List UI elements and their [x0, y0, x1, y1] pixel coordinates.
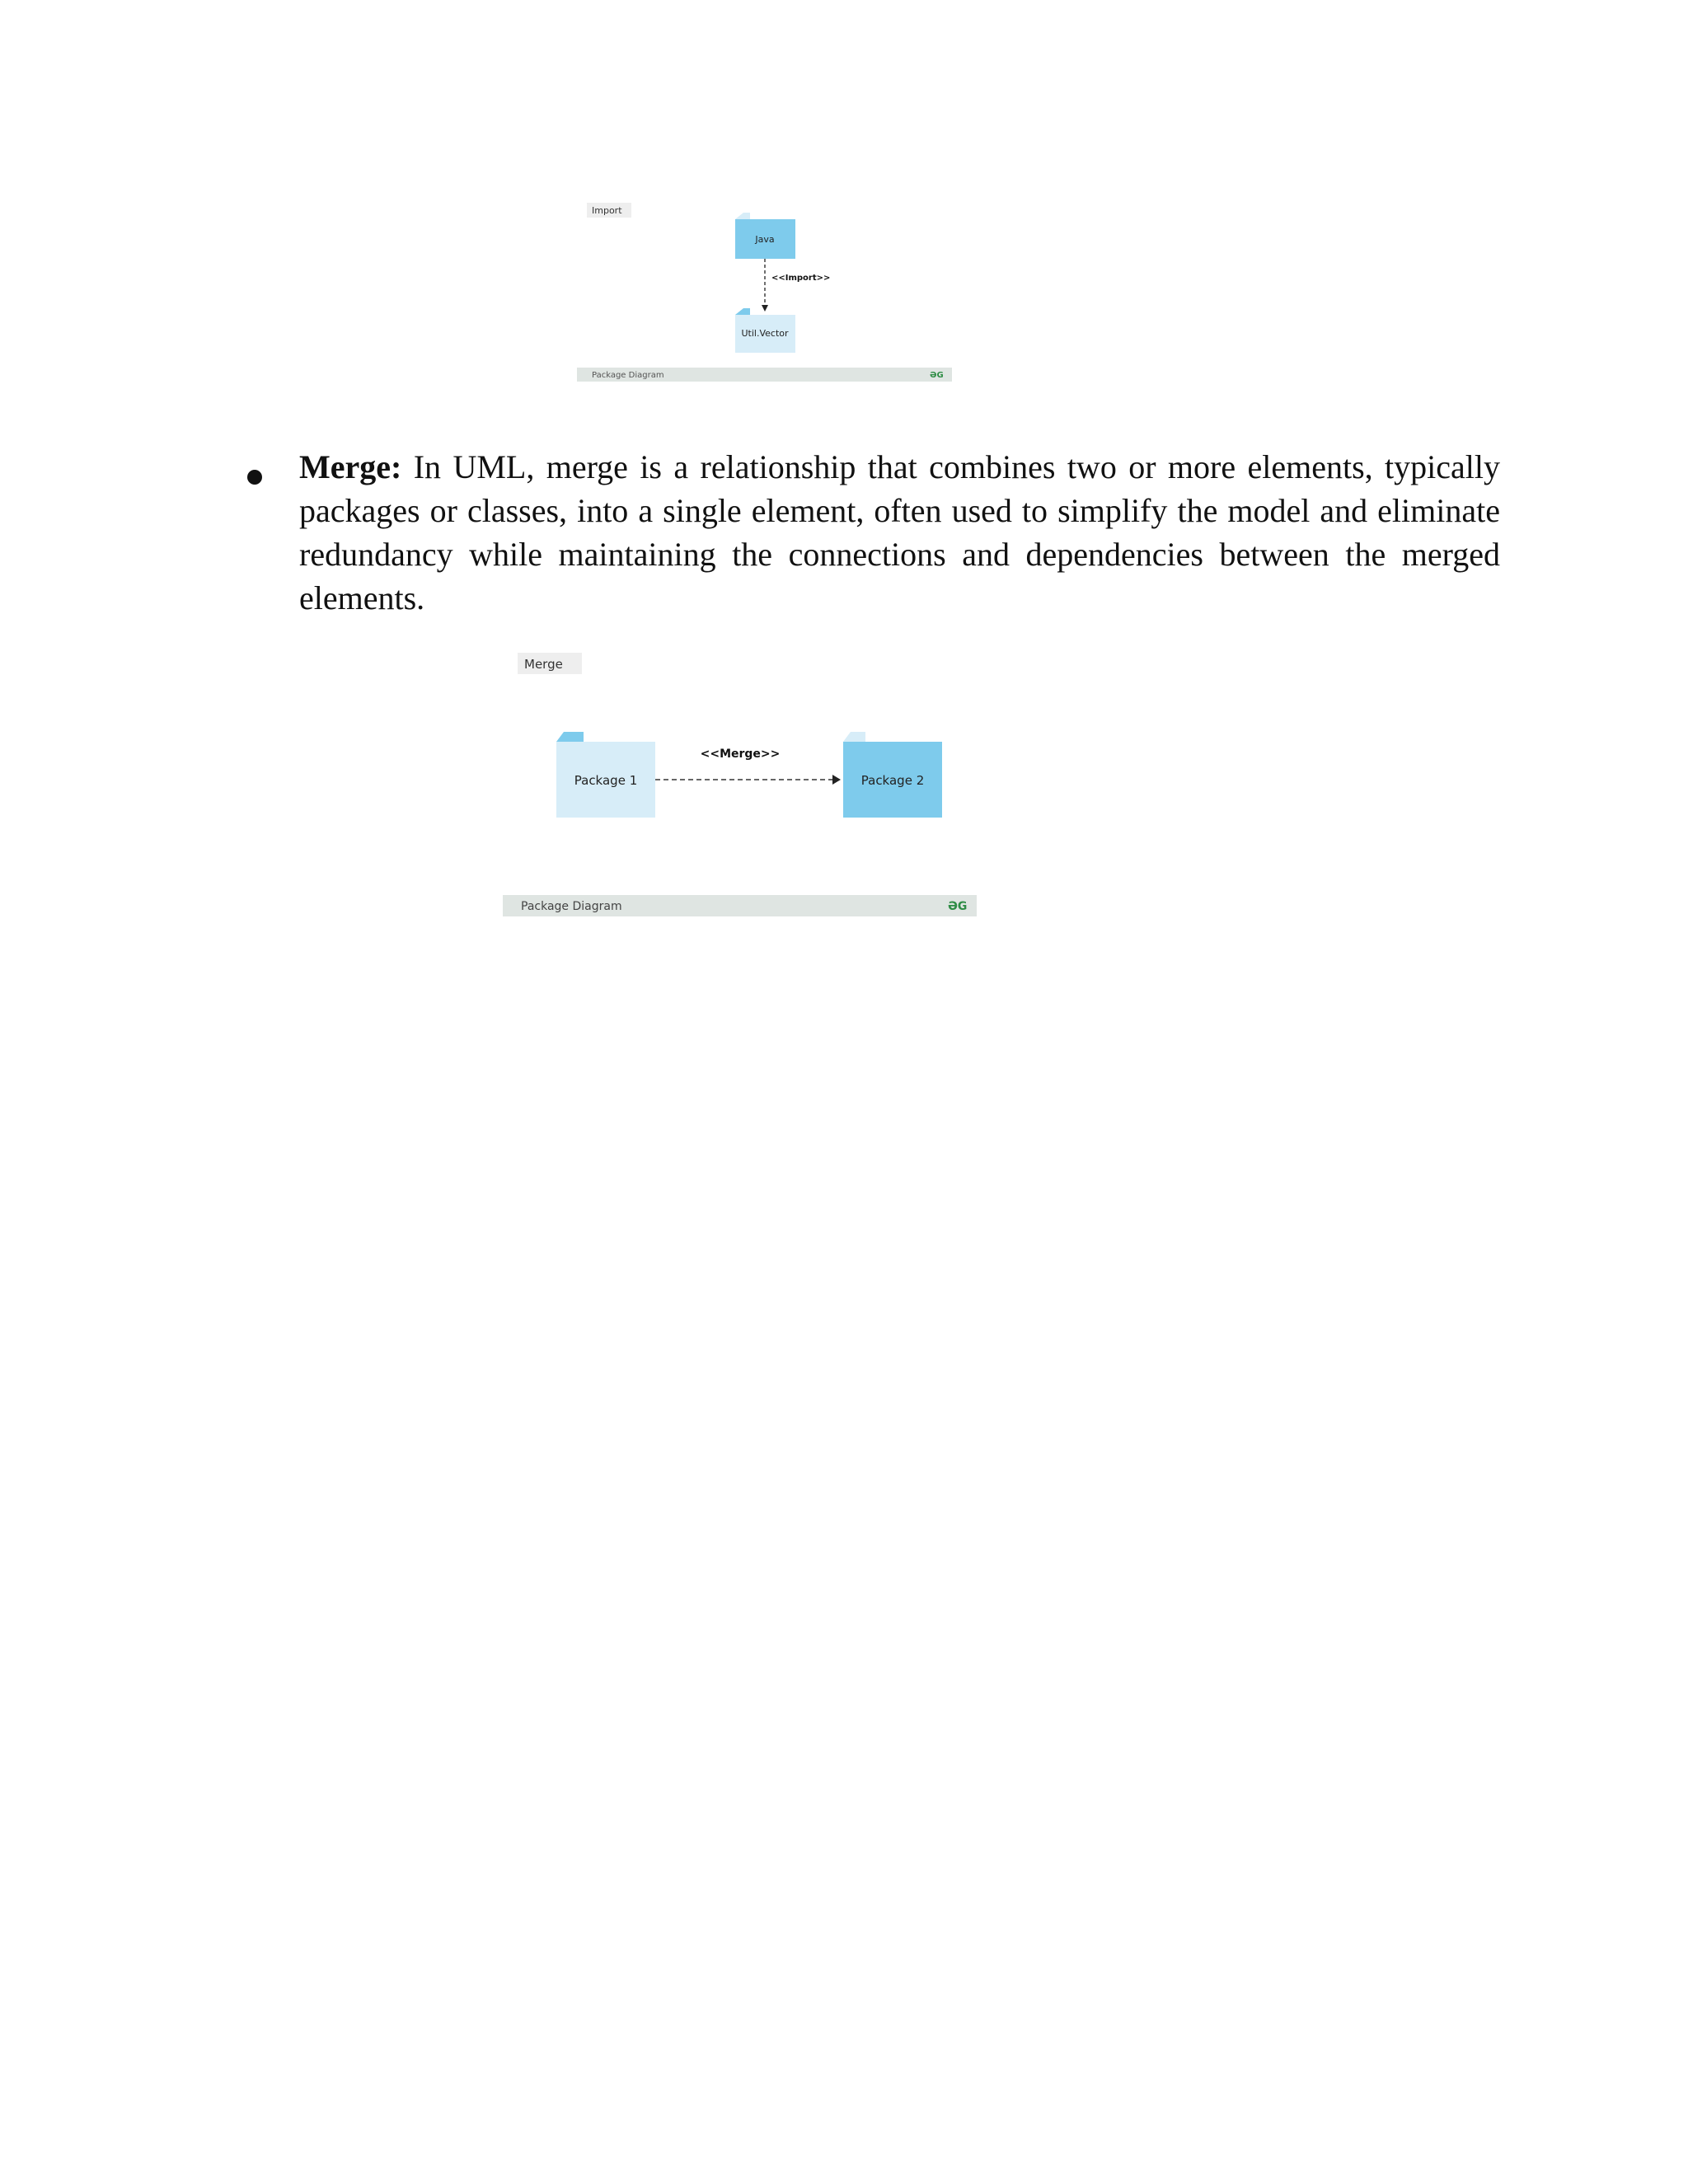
merge-logo-icon: ƏG — [948, 900, 968, 913]
import-diagram-figure — [577, 198, 956, 387]
util-vector-package-tab — [735, 308, 750, 315]
bullet-icon — [247, 470, 262, 485]
util-vector-package-label: Util.Vector — [741, 328, 789, 339]
merge-arrowhead — [832, 775, 841, 785]
java-package-tab — [735, 213, 750, 219]
package-1-label: Package 1 — [574, 773, 638, 788]
package-2-tab — [843, 732, 865, 742]
merge-description — [299, 445, 1500, 620]
import-footer-label: Package Diagram — [592, 371, 664, 380]
package-1-tab — [556, 732, 584, 742]
merge-relation-label: <<Merge>> — [700, 748, 781, 761]
merge-definition-text: In UML, merge is a relationship that combines two or more elements, typically packages or classes, into a single element, often used to simplify the model and eliminate redundancy while maintaining the connections and dependencies between the merged elements. — [299, 448, 1500, 616]
java-package-label: Java — [755, 234, 775, 245]
merge-term: Merge: — [299, 448, 402, 485]
import-arrowhead — [762, 305, 768, 312]
merge-diagram-figure — [503, 643, 989, 931]
package-2-label: Package 2 — [860, 773, 925, 788]
merge-footer-label: Package Diagram — [521, 900, 622, 913]
import-diagram — [577, 198, 956, 387]
import-logo-icon: ƏG — [930, 371, 944, 380]
import-caption: Import — [592, 205, 622, 216]
import-relation-label: <<Import>> — [771, 274, 831, 283]
merge-caption: Merge — [524, 657, 563, 672]
merge-diagram — [503, 643, 989, 931]
